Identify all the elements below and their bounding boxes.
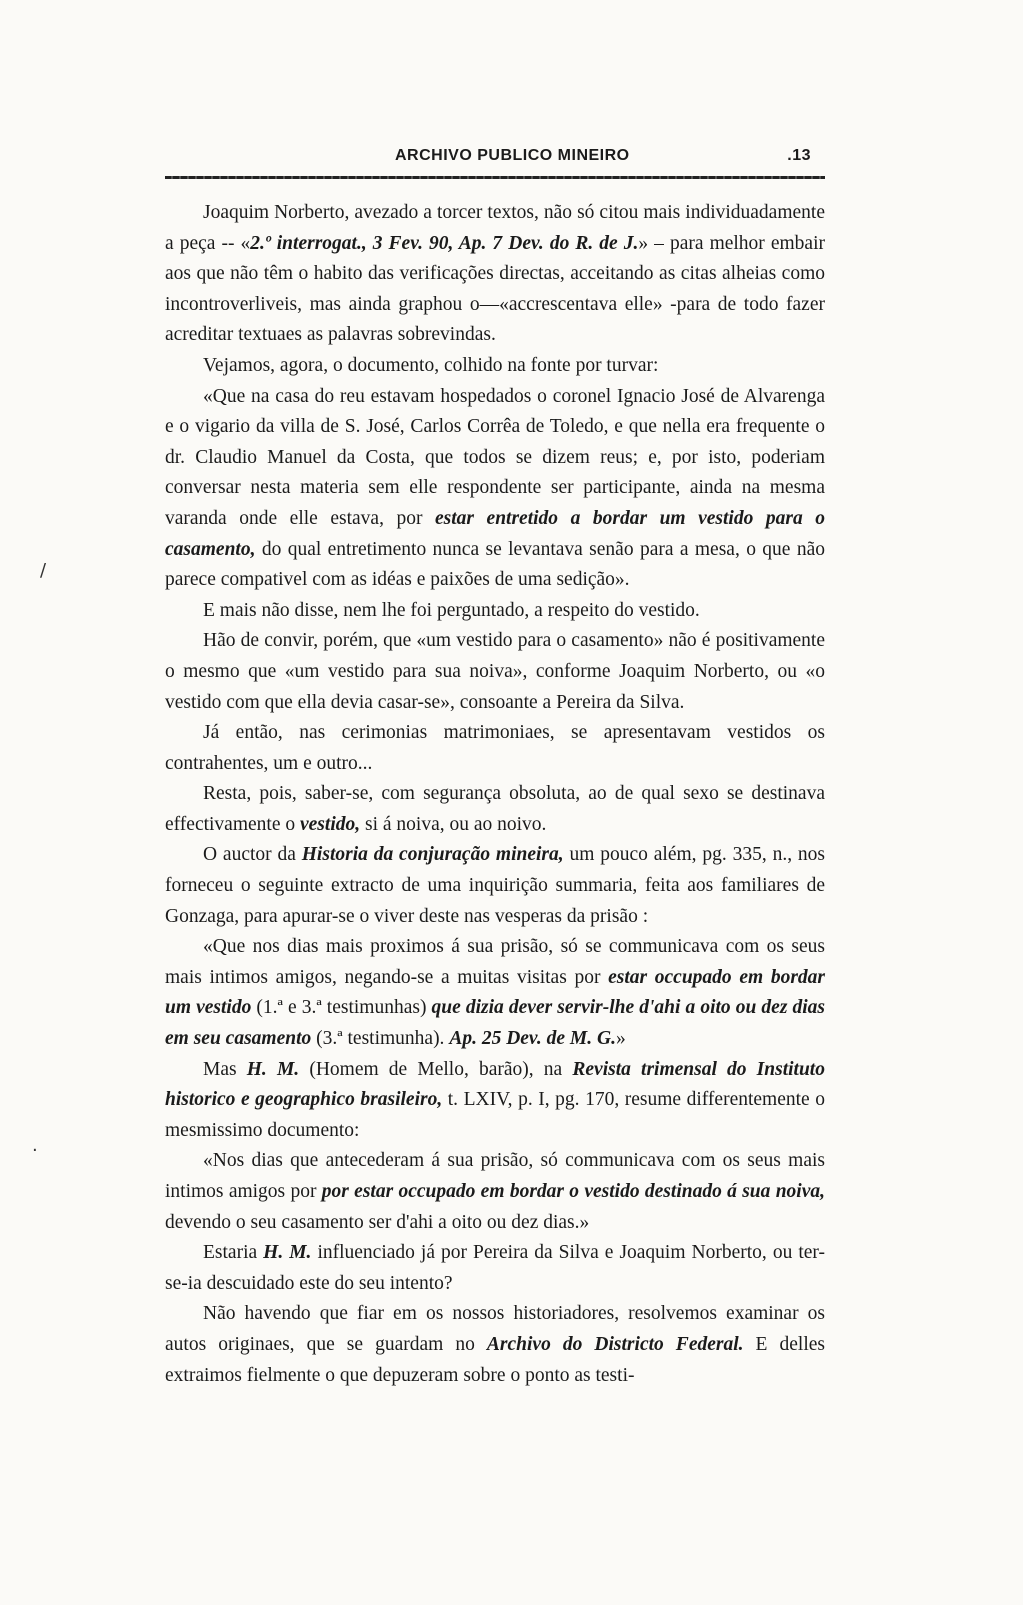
text-run: E delles extraimos fielmente o que depuzeram sobre o ponto as testi- (165, 1333, 826, 1386)
text-run: O auctor da (203, 844, 302, 866)
italic-text: que dizia dever servir-lhe d'ahi a oito ou dez dias em seu casamento (165, 997, 826, 1050)
italic-text: H. M. (246, 1058, 300, 1080)
margin-mark: · (32, 1140, 38, 1161)
text-run: (3.ª testimunha). (311, 1028, 450, 1050)
text-run: «Que nos dias mais proximos á sua prisão, só se communicava com os seus mais intimos amigos, negando-se a muitas visitas por (165, 936, 825, 988)
page-number: .13 (787, 147, 811, 164)
text-run: Não havendo que fiar em os nossos historiadores, resolvemos examinar os autos originaes, que se guardam no (165, 1303, 825, 1355)
italic-text: vestido, (300, 813, 361, 835)
text-run: Hão de convir, porém, que «um vestido para o casamento» não é positivamente o mesmo que «um vestido para sua noiva», conforme Joaquim Norberto, ou «o vestido com que ella devia casar-se», consoante a Pereira da Silva. (165, 630, 825, 713)
italic-text: estar entretido a bordar um vestido para o casamento, (165, 507, 825, 560)
page-header (165, 143, 825, 171)
text-run: (1.ª e 3.ª testimunhas) (251, 997, 432, 1019)
paragraph (165, 382, 825, 596)
text-run: Joaquim Norberto, avezado a torcer textos, não só citou mais individuadamente a peça -- « (165, 202, 825, 254)
paragraph (165, 1299, 825, 1391)
paragraph (165, 1238, 825, 1299)
text-run: E mais não disse, nem lhe foi perguntado, a respeito do vestido. (203, 599, 700, 621)
text-run: devendo o seu casamento ser d'ahi a oito ou dez dias.» (165, 1211, 590, 1233)
paragraph (165, 198, 825, 351)
italic-text: Ap. 25 Dev. de M. G. (449, 1028, 616, 1050)
text-run: si á noiva, ou ao noivo. (360, 813, 547, 835)
text-run: «Nos dias que antecederam á sua prisão, só communicava com os seus mais intimos amigos por (165, 1150, 825, 1202)
paragraph (165, 351, 825, 382)
paragraph (165, 626, 825, 718)
text-run: Resta, pois, saber-se, com segurança obsoluta, ao de qual sexo se destinava effectivamente o (165, 783, 825, 835)
paragraph (165, 932, 825, 1054)
text-run: Já então, nas cerimonias matrimoniaes, se apresentavam vestidos os contrahentes, um e outro... (165, 722, 825, 774)
text-run: Vejamos, agora, o documento, colhido na fonte por turvar: (203, 354, 659, 376)
text-run: influenciado já por Pereira da Silva e Joaquim Norberto, ou ter-se-ia descuidado este do seu intento? (165, 1242, 826, 1294)
text-run: » (615, 1028, 626, 1050)
italic-text: 2.º interrogat., 3 Fev. 90, Ap. 7 Dev. do R. de J. (250, 232, 639, 254)
header-rule (165, 176, 825, 179)
paragraph (165, 1055, 825, 1147)
text-run: » – para melhor embair aos que não têm o habito das verificações directas, acceitando as citas alheias como incontroverliveis, mas ainda graphou o—«accrescentava elle» -para de todo fazer acreditar textuaes as palavras sobrevindas. (165, 232, 825, 346)
italic-text: Revista trimensal do Instituto historico e geographico brasileiro, (165, 1058, 825, 1111)
paragraph (165, 596, 825, 627)
italic-text: estar occupado em bordar um vestido (165, 966, 825, 1019)
italic-text: H. M. (263, 1242, 312, 1264)
text-run: Mas (203, 1058, 247, 1080)
margin-mark: / (40, 560, 47, 581)
italic-text: por estar occupado em bordar o vestido destinado á sua noiva, (321, 1181, 825, 1202)
text-run: um pouco além, pg. 335, n., nos forneceu o seguinte extracto de uma inquirição summaria, feita aos familiares de Gonzaga, para apurar-se o viver deste nas vesperas da prisão : (165, 844, 826, 927)
italic-text: Archivo do Districto Federal. (486, 1333, 744, 1355)
paragraph (165, 1146, 825, 1238)
text-run: «Que na casa do reu estavam hospedados o coronel Ignacio José de Alvarenga e o vigario da villa de S. José, Carlos Corrêa de Toledo, e que nella era frequente o dr. Claudio Manuel da Costa, que todos se dizem reus; e, por isto, poderiam conversar nesta materia sem elle respondente ser participante, ainda na mesma varanda onde elle estava, por (165, 385, 825, 529)
paragraph (165, 718, 825, 779)
text-run: t. LXIV, p. I, pg. 170, resume differentemente o mesmissimo documento: (165, 1089, 826, 1141)
text-run: Estaria (203, 1242, 264, 1264)
text-run: do qual entretimento nunca se levantava senão para a mesa, o que não parece compativel com as idéas e paixões de uma sedição». (165, 538, 825, 591)
italic-text: Historia da conjuração mineira, (301, 844, 564, 866)
paragraph (165, 840, 825, 932)
paragraph (165, 779, 825, 840)
text-run: (Homem de Mello, barão), na (299, 1058, 573, 1080)
body-text (165, 198, 825, 1391)
running-title: ARCHIVO PUBLICO MINEIRO (395, 147, 630, 164)
